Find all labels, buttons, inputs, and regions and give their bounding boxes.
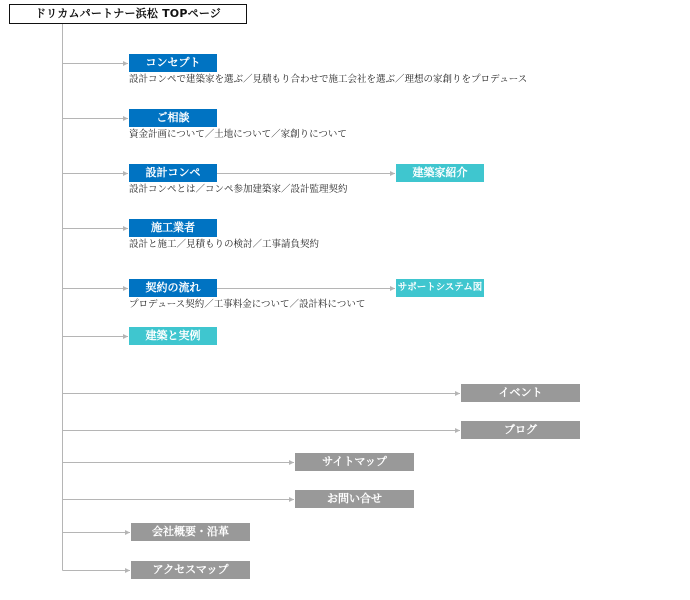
- design-competition-description: 設計コンペとは／コンペ参加建築家／設計監理契約: [129, 184, 348, 195]
- arrow-blog: [455, 428, 460, 433]
- node-architect-intro[interactable]: 建築家紹介: [396, 164, 484, 182]
- arrow-event: [455, 391, 460, 396]
- arrow-sitemap: [289, 460, 294, 465]
- node-support-system[interactable]: サポートシステム図: [396, 279, 484, 297]
- root-node-top-page[interactable]: ドリカムパートナー浜松 TOPページ: [9, 4, 247, 24]
- node-soudan[interactable]: ご相談: [129, 109, 217, 127]
- node-contract-flow[interactable]: 契約の流れ: [129, 279, 217, 297]
- arrow-access-map: [125, 568, 130, 573]
- arrow-contact: [289, 497, 294, 502]
- arrow-architecture-examples: [123, 334, 128, 339]
- soudan-description: 資金計画について／土地について／家創りについて: [129, 129, 347, 140]
- arrow-design-competition: [123, 171, 128, 176]
- arrow-architect-intro: [390, 171, 395, 176]
- node-concept[interactable]: コンセプト: [129, 54, 217, 72]
- node-access-map[interactable]: アクセスマップ: [131, 561, 250, 579]
- arrow-contract-flow: [123, 286, 128, 291]
- contractor-description: 設計と施工／見積もりの検討／工事請負契約: [129, 239, 320, 250]
- node-contractor[interactable]: 施工業者: [129, 219, 217, 237]
- node-event[interactable]: イベント: [461, 384, 580, 402]
- node-company-profile[interactable]: 会社概要・沿革: [131, 523, 250, 541]
- arrow-concept: [123, 61, 128, 66]
- node-blog[interactable]: ブログ: [461, 421, 580, 439]
- node-sitemap[interactable]: サイトマップ: [295, 453, 414, 471]
- node-architecture-examples[interactable]: 建築と実例: [129, 327, 217, 345]
- contract-flow-description: プロデュース契約／工事料金について／設計料について: [129, 299, 366, 310]
- concept-description: 設計コンペで建築家を選ぶ／見積もり合わせで施工会社を選ぶ／理想の家創りをプロデュース: [129, 74, 528, 85]
- arrow-support-system: [390, 286, 395, 291]
- arrow-contractor: [123, 226, 128, 231]
- node-contact[interactable]: お問い合せ: [295, 490, 414, 508]
- arrow-company-profile: [125, 530, 130, 535]
- node-design-competition[interactable]: 設計コンペ: [129, 164, 217, 182]
- arrow-soudan: [123, 116, 128, 121]
